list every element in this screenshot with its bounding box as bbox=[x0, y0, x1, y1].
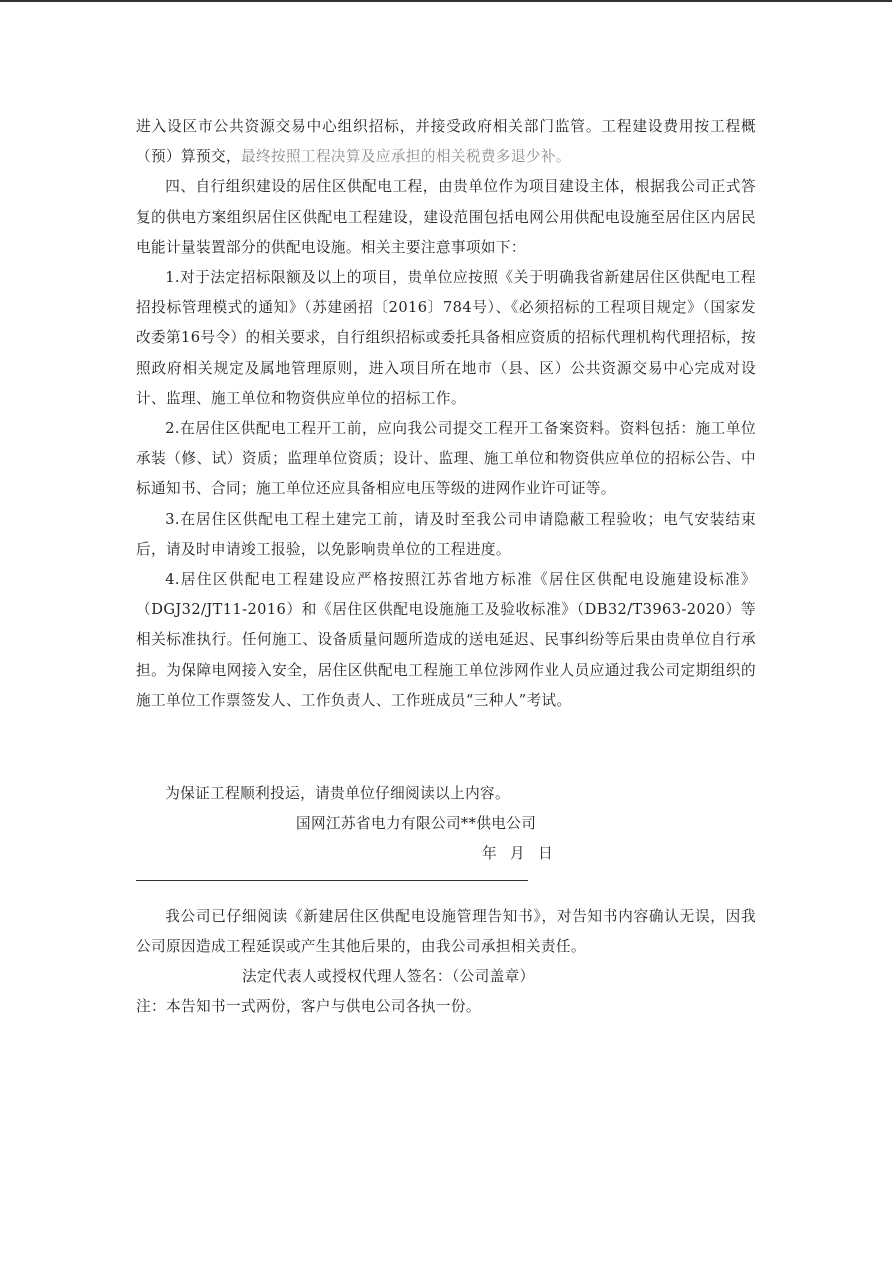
footnote: 注：本告知书一式两份，客户与供电公司各执一份。 bbox=[136, 998, 481, 1016]
page-top-border bbox=[0, 0, 892, 2]
document-page bbox=[136, 112, 756, 1022]
date-placeholder: 年 月 日 bbox=[482, 845, 554, 863]
confirmation-paragraph: 我公司已仔细阅读《新建居住区供配电设施管理告知书》，对告知书内容确认无误，因我公司原因造成工程延误或产生其他后果的，由我公司承担相关责任。 bbox=[136, 907, 756, 955]
item-one-paragraph: 1.对于法定招标限额及以上的项目，贵单位应按照《关于明确我省新建居住区供配电工程招投标管理模式的通知》（苏建函招〔2016〕784号）、《必须招标的工程项目规定》（国家发改委第16号令）的相关要求，自行组织招标或委托具备相应资质的招标代理机构代理招标，按照政府相关规定及属地管理原则，进入项目所在地市（县、区）公共资源交易中心完成对设计、监理、施工单位和物资供应单位的招标工作。 bbox=[136, 269, 756, 407]
item-two-paragraph: 2.在居住区供配电工程开工前，应向我公司提交工程开工备案资料。资料包括：施工单位承装（修、试）资质；监理单位资质；设计、监理、施工单位和物资供应单位的招标公告、中标通知书、合同；施工单位还应具备相应电压等级的进网作业许可证等。 bbox=[136, 420, 756, 498]
signature-line: 法定代表人或授权代理人签名：（公司盖章） bbox=[242, 968, 535, 986]
closing-sentence: 为保证工程顺利投运，请贵单位仔细阅读以上内容。 bbox=[165, 785, 511, 803]
section-spacer bbox=[136, 716, 756, 779]
issuing-company: 国网江苏省电力有限公司**供电公司 bbox=[296, 815, 537, 833]
separator-line bbox=[136, 880, 528, 881]
section-four-paragraph: 四、自行组织建设的居住区供配电工程，由贵单位作为项目建设主体，根据我公司正式答复的供电方案组织居住区供配电工程建设，建设范围包括电网公用供配电设施至居住区内居民电能计量装置部分的供配电设施。相关主要注意事项如下： bbox=[136, 178, 756, 256]
intro-faded-text: 最终按照工程决算及应承担的相关税费多退少补。 bbox=[240, 148, 571, 166]
intro-text: 进入设区市公共资源交易中心组织招标，并接受政府相关部门监管。工程建设费用按工程概（预）算预交， bbox=[136, 118, 756, 166]
item-four-paragraph: 4.居住区供配电工程建设应严格按照江苏省地方标准《居住区供配电设施建设标准》（DGJ32/JT11-2016）和《居住区供配电设施施工及验收标准》（DB32/T3963-2020）等相关标准执行。任何施工、设备质量问题所造成的送电延迟、民事纠纷等后果由贵单位自行承担。为保障电网接入安全，居住区供配电工程施工单位涉网作业人员应通过我公司定期组织的施工单位工作票签发人、工作负责人、工作班成员“三种人”考试。 bbox=[136, 571, 756, 709]
intro-paragraph bbox=[136, 112, 756, 172]
item-three-paragraph: 3.在居住区供配电工程土建完工前，请及时至我公司申请隐蔽工程验收；电气安装结束后，请及时申请竣工报验，以免影响贵单位的工程进度。 bbox=[136, 510, 756, 558]
